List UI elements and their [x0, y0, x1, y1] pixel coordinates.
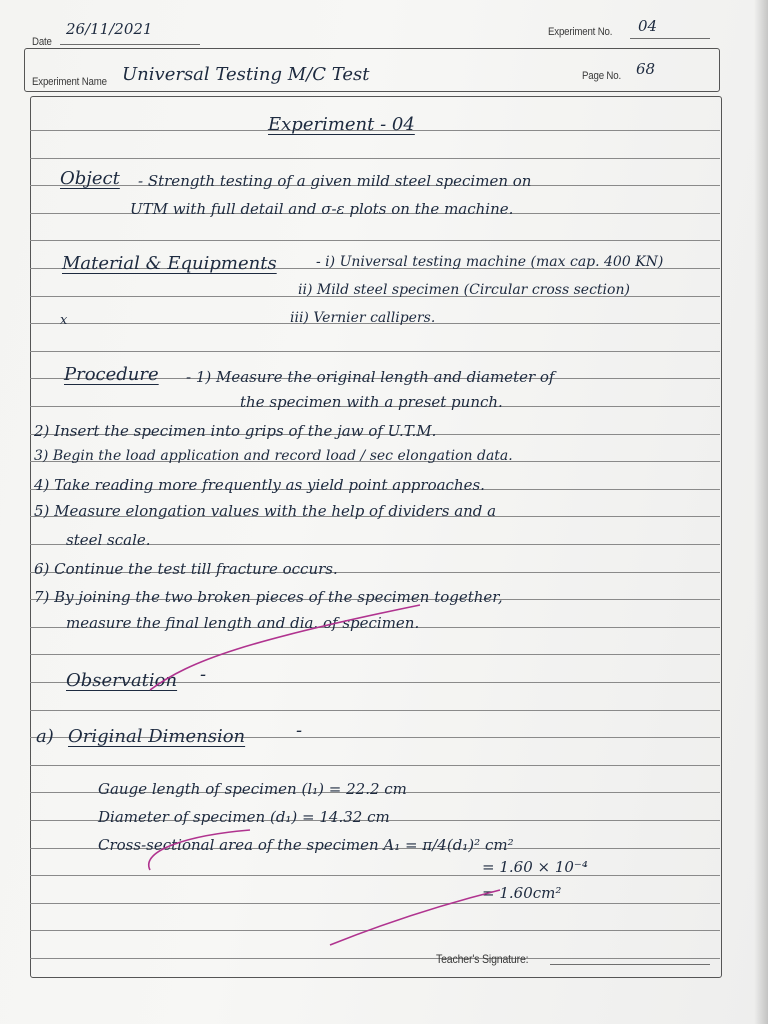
procedure-step-1-cont: the specimen with a preset punch. [240, 393, 503, 411]
date-value: 26/11/2021 [66, 20, 153, 38]
diameter: Diameter of specimen (d₁) = 14.32 cm [98, 808, 390, 826]
area-step-2: = 1.60cm² [482, 884, 562, 902]
margin-mark: x [60, 313, 68, 328]
check-stroke-upper [150, 605, 420, 690]
original-dim-heading: Original Dimension [68, 726, 246, 747]
gauge-length: Gauge length of specimen (l₁) = 22.2 cm [98, 780, 407, 798]
procedure-step-5: 5) Measure elongation values with the help of dividers and a [34, 502, 497, 520]
procedure-step-7: 7) By joining the two broken pieces of the specimen together, [34, 588, 503, 606]
materials-heading: Material & Equipments [62, 253, 277, 274]
procedure-step-1: - 1) Measure the original length and diameter of [186, 368, 555, 386]
experiment-name-value: Universal Testing M/C Test [122, 64, 370, 85]
date-label: Date [32, 36, 52, 48]
original-dim-prefix: a) [36, 726, 54, 747]
procedure-heading: Procedure [64, 364, 159, 385]
page-edge-shadow [754, 0, 768, 1024]
object-line-2: UTM with full detail and σ-ε plots on the machine. [130, 200, 514, 218]
material-item-1: - i) Universal testing machine (max cap. 400 KN) [316, 254, 664, 270]
observation-heading: Observation [66, 670, 178, 691]
material-item-3: iii) Vernier callipers. [290, 310, 436, 326]
page-no-value: 68 [636, 60, 656, 78]
procedure-step-3: 3) Begin the load application and record load / sec elongation data. [34, 448, 513, 464]
page-no-label: Page No. [582, 70, 621, 82]
procedure-step-4: 4) Take reading more frequently as yield point approaches. [34, 476, 485, 494]
area-step-1: = 1.60 × 10⁻⁴ [482, 858, 588, 876]
experiment-no-label: Experiment No. [548, 26, 613, 38]
cross-section-area: Cross-sectional area of the specimen A₁ = π/4(d₁)² cm² [98, 836, 514, 854]
procedure-step-5-cont: steel scale. [66, 531, 151, 549]
observation-dash: - [200, 664, 207, 685]
procedure-step-2: 2) Insert the specimen into grips of the jaw of U.T.M. [34, 422, 437, 440]
object-line-1: - Strength testing of a given mild steel specimen on [138, 172, 532, 190]
procedure-step-6: 6) Continue the test till fracture occurs. [34, 560, 338, 578]
experiment-no-value: 04 [638, 17, 658, 35]
experiment-name-label: Experiment Name [32, 76, 107, 88]
original-dim-dash: - [296, 720, 303, 741]
object-heading: Object [60, 168, 120, 189]
check-stroke-mid [149, 830, 250, 870]
check-stroke-lower [330, 890, 500, 945]
material-item-2: ii) Mild steel specimen (Circular cross section) [298, 282, 630, 298]
procedure-step-7-cont: measure the final length and dia. of specimen. [66, 614, 420, 632]
experiment-title: Experiment - 04 [268, 114, 415, 135]
teacher-signature-label: Teacher's Signature: [436, 952, 529, 966]
